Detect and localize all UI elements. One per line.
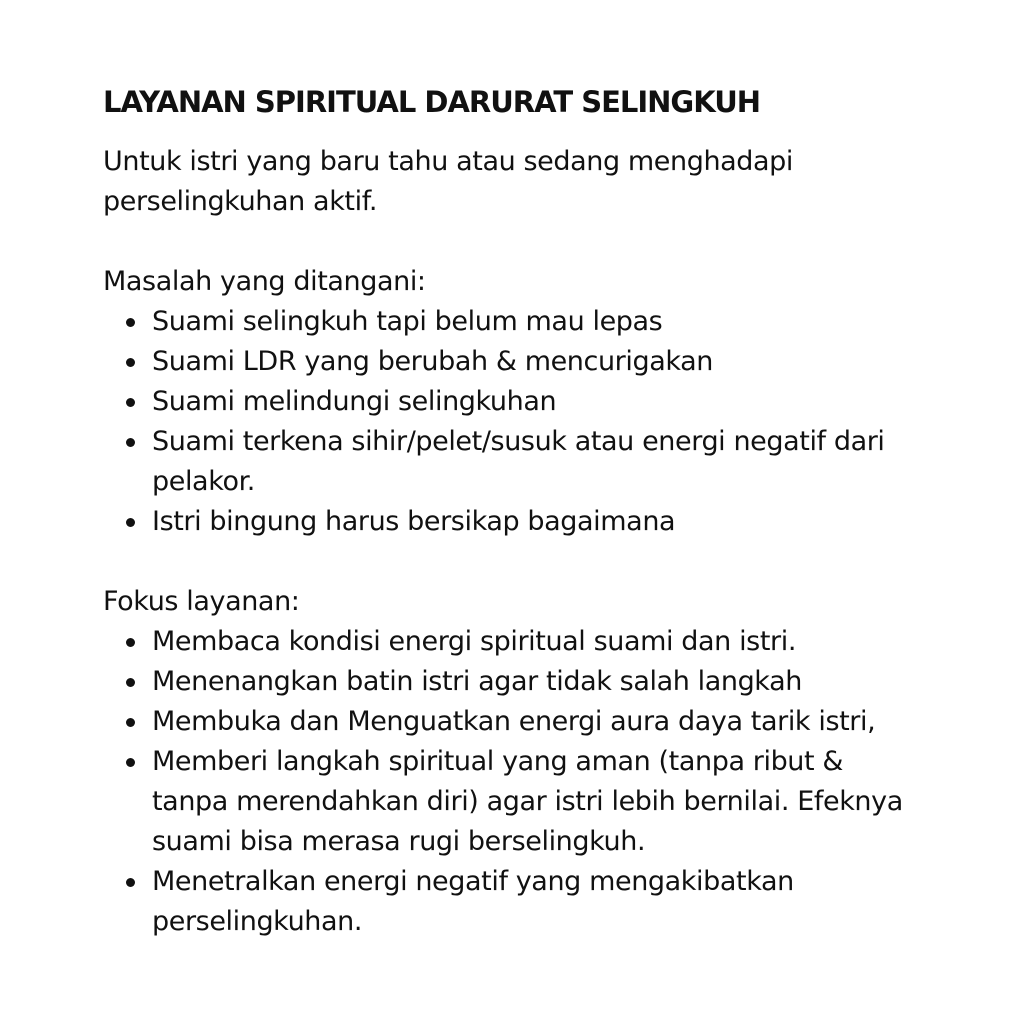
focus-heading: Fokus layanan: [103, 586, 300, 617]
list-item: Suami terkena sihir/pelet/susuk atau energi negatif dari pelakor. [152, 422, 903, 502]
list-item: Memberi langkah spiritual yang aman (tanpa ribut & tanpa merendahkan diri) agar istri lebih bernilai. Efeknya suami bisa merasa rugi berselingkuh. [152, 742, 903, 862]
list-item: Membuka dan Menguatkan energi aura daya tarik istri, [152, 702, 903, 742]
focus-list [103, 622, 903, 942]
problems-list [103, 302, 903, 542]
list-item: Suami melindungi selingkuhan [152, 382, 903, 422]
list-item: Istri bingung harus bersikap bagaimana [152, 502, 903, 542]
problems-heading: Masalah yang ditangani: [103, 266, 426, 297]
intro-text: Untuk istri yang baru tahu atau sedang menghadapi perselingkuhan aktif. [103, 146, 794, 217]
list-item: Menenangkan batin istri agar tidak salah langkah [152, 662, 903, 702]
list-item: Suami LDR yang berubah & mencurigakan [152, 342, 903, 382]
list-item: Membaca kondisi energi spiritual suami dan istri. [152, 622, 903, 662]
list-item: Suami selingkuh tapi belum mau lepas [152, 302, 903, 342]
list-item: Menetralkan energi negatif yang mengakibatkan perselingkuhan. [152, 862, 903, 942]
page-title: LAYANAN SPIRITUAL DARURAT SELINGKUH [103, 85, 761, 119]
